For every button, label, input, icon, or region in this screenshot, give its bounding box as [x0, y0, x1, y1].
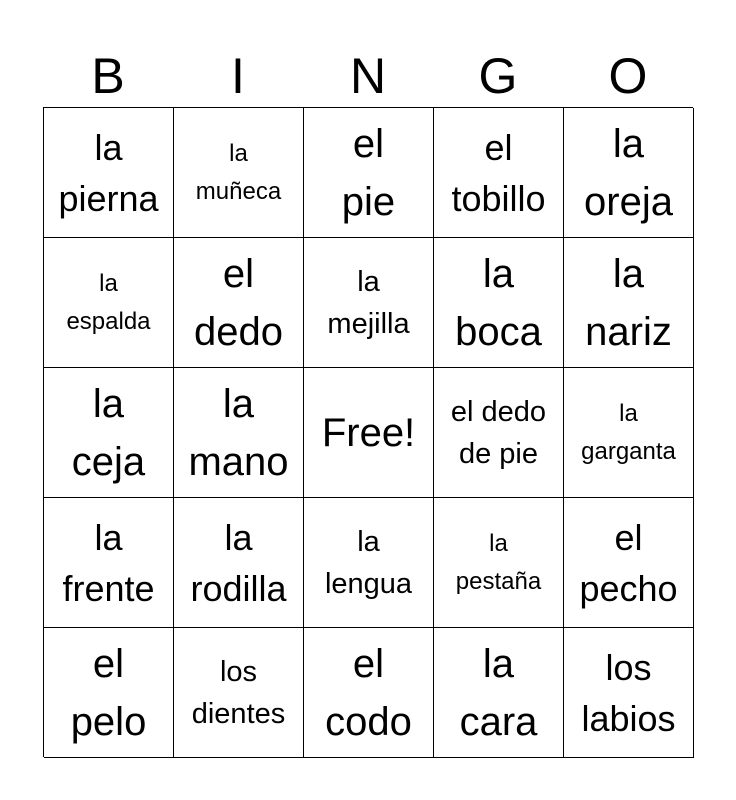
bingo-cell-n2[interactable] — [304, 238, 434, 368]
bingo-cell-b4[interactable] — [44, 498, 174, 628]
bingo-cell-label: la boca — [455, 251, 542, 354]
header-letter-b: B — [91, 48, 125, 104]
bingo-cell-label: la muñeca — [195, 139, 282, 205]
bingo-cell-g5[interactable] — [434, 628, 564, 758]
bingo-cell-label: el dedo de pie — [450, 395, 547, 470]
bingo-cell-label: el pelo — [70, 641, 147, 744]
bingo-cell-label: el pecho — [579, 516, 678, 609]
bingo-cell-g2[interactable] — [434, 238, 564, 368]
bingo-cell-o1[interactable] — [564, 108, 694, 238]
bingo-cell-label: la oreja — [584, 121, 673, 224]
bingo-cell-b1[interactable] — [44, 108, 174, 238]
bingo-cell-i1[interactable] — [174, 108, 304, 238]
bingo-cell-g3[interactable] — [434, 368, 564, 498]
bingo-cell-i5[interactable] — [174, 628, 304, 758]
bingo-cell-b5[interactable] — [44, 628, 174, 758]
bingo-cell-label: el dedo — [194, 251, 283, 354]
bingo-cell-o4[interactable] — [564, 498, 694, 628]
bingo-cell-n1[interactable] — [304, 108, 434, 238]
header-letter-n: N — [349, 48, 387, 104]
bingo-cell-label: la pestaña — [455, 529, 542, 595]
bingo-cell-label: la ceja — [71, 381, 146, 484]
bingo-cell-label: la garganta — [581, 399, 676, 465]
bingo-cell-label: Free! — [321, 410, 416, 455]
bingo-cell-o2[interactable] — [564, 238, 694, 368]
bingo-cell-i3[interactable] — [174, 368, 304, 498]
bingo-cell-label: la pierna — [58, 126, 159, 219]
header-letter-g: G — [478, 48, 518, 104]
bingo-cell-label: la nariz — [585, 251, 672, 354]
bingo-cell-n5[interactable] — [304, 628, 434, 758]
bingo-cell-label: los dientes — [191, 655, 286, 730]
bingo-cell-i2[interactable] — [174, 238, 304, 368]
bingo-cell-b3[interactable] — [44, 368, 174, 498]
header-letter-i: I — [231, 48, 245, 104]
bingo-cell-label: el codo — [325, 641, 412, 744]
bingo-cell-label: la cara — [459, 641, 538, 744]
bingo-cell-n4[interactable] — [304, 498, 434, 628]
bingo-cell-label: la mano — [188, 381, 289, 484]
bingo-cell-label: la espalda — [66, 269, 151, 335]
bingo-header — [43, 44, 693, 108]
bingo-cell-label: el pie — [341, 121, 396, 224]
bingo-cell-b2[interactable] — [44, 238, 174, 368]
bingo-cell-o3[interactable] — [564, 368, 694, 498]
bingo-cell-label: los labios — [581, 646, 676, 739]
bingo-cell-n3[interactable] — [304, 368, 434, 498]
bingo-cell-label: la frente — [62, 516, 155, 609]
bingo-cell-label: el tobillo — [451, 126, 546, 219]
bingo-cell-g4[interactable] — [434, 498, 564, 628]
header-letter-o: O — [608, 48, 648, 104]
bingo-cell-i4[interactable] — [174, 498, 304, 628]
bingo-cell-g1[interactable] — [434, 108, 564, 238]
bingo-board — [43, 107, 693, 757]
bingo-cell-label: la mejilla — [327, 265, 410, 340]
bingo-cell-label: la lengua — [324, 525, 413, 600]
bingo-cell-o5[interactable] — [564, 628, 694, 758]
bingo-cell-label: la rodilla — [190, 516, 287, 609]
